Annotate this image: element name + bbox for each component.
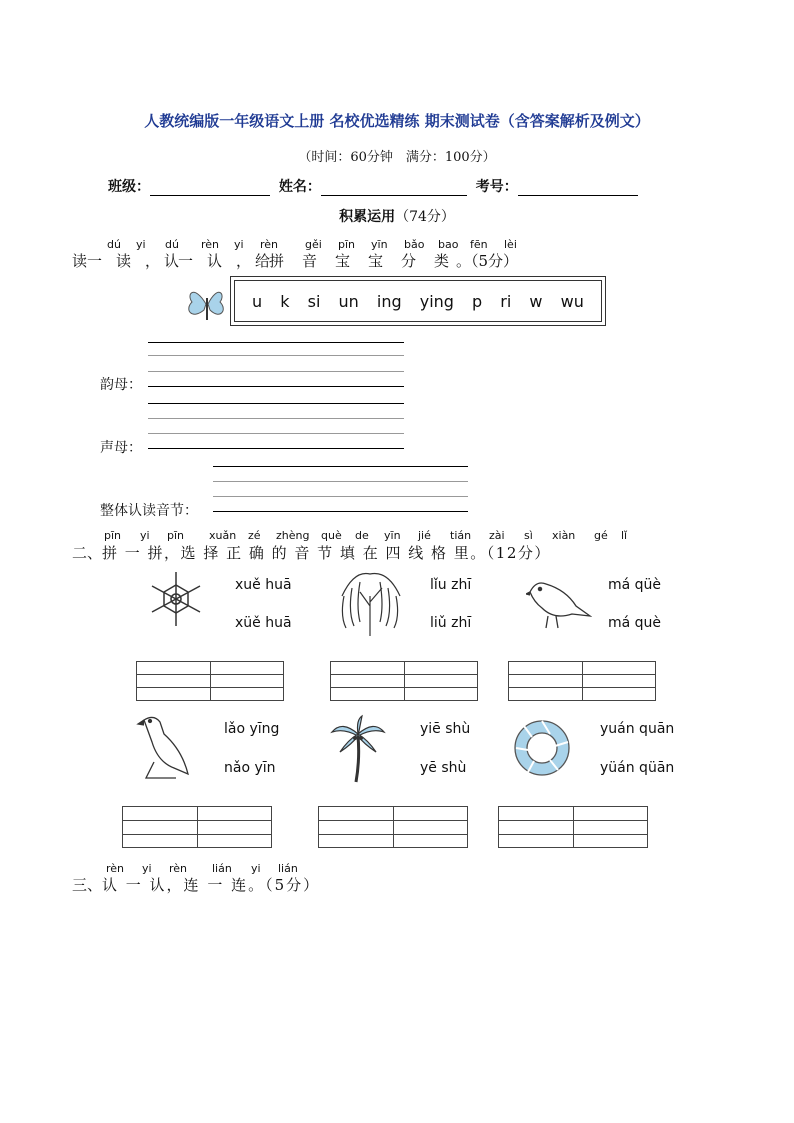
section-title: 积累运用 [339, 209, 396, 225]
pinyin: bǎo [404, 238, 425, 251]
pinyin: rèn [201, 238, 220, 251]
snowflake-icon [146, 570, 206, 628]
option-a[interactable]: xuě huā [235, 577, 292, 593]
pinyin: pīn [104, 529, 122, 542]
letter: un [338, 291, 359, 311]
sparrow-icon [526, 572, 592, 632]
option-b[interactable]: liǔ zhī [430, 615, 472, 631]
q-number: 二、 [72, 544, 103, 562]
butterfly-icon [184, 280, 228, 328]
pinyin-letter-box [230, 276, 606, 326]
char: 宝 [335, 252, 351, 270]
pinyin: gé [594, 529, 608, 542]
letter: wu [560, 291, 584, 311]
pinyin: yi [142, 862, 152, 875]
pinyin: yīn [384, 529, 401, 542]
pinyin: fēn [470, 238, 488, 251]
pinyin: zé [248, 529, 261, 542]
q-number: 三、 [72, 876, 103, 894]
char: 宝 [368, 252, 384, 270]
pinyin: lǐ [621, 529, 628, 542]
pinyin: yi [136, 238, 146, 251]
option-b[interactable]: nǎo yīn [224, 760, 276, 776]
char: 读 [116, 252, 132, 270]
option-b[interactable]: yüán qüān [600, 760, 675, 776]
option-a[interactable]: yiē shù [420, 721, 471, 737]
char: 分 [401, 252, 417, 270]
pinyin: yi [140, 529, 150, 542]
letter: ying [419, 291, 454, 311]
class-field[interactable] [150, 179, 270, 196]
q-number: 读 [72, 252, 88, 270]
option-a[interactable]: lǐu zhī [430, 577, 472, 593]
class-label: 班级： [108, 179, 150, 195]
char: 一 [87, 252, 103, 270]
pinyin: pīn [167, 529, 185, 542]
q3-text: 认 一 认，连 一 连。（5分） [102, 876, 321, 894]
pinyin: bao [438, 238, 459, 251]
char: 认 [164, 252, 180, 270]
option-b[interactable]: má què [608, 615, 662, 631]
page-title: 人教统编版一年级语文上册 名校优选精练 期末测试卷（含答案解析及例文） [144, 112, 650, 130]
pinyin: gěi [305, 238, 322, 251]
pinyin: rèn [260, 238, 279, 251]
char: 类 [434, 252, 450, 270]
pinyin: xiàn [552, 529, 576, 542]
four-line-grid[interactable] [318, 806, 468, 848]
pinyin: lián [278, 862, 298, 875]
pinyin: què [321, 529, 342, 542]
eagle-icon [136, 712, 192, 782]
option-b[interactable]: yē shù [420, 760, 467, 776]
pinyin: yīn [371, 238, 388, 251]
name-label: 姓名： [278, 179, 321, 195]
option-a[interactable]: lǎo yīng [224, 721, 280, 737]
yunmu-label: 韵母： [100, 377, 142, 393]
section-points: （74分） [395, 209, 455, 225]
shengmu-label: 声母： [100, 440, 142, 456]
willow-tree-icon [330, 566, 410, 638]
ring-icon [510, 716, 574, 780]
pinyin: yi [251, 862, 261, 875]
letter: ing [376, 291, 402, 311]
q3-prompt [72, 874, 320, 895]
four-line-grid[interactable] [136, 661, 284, 701]
char: ， [236, 252, 252, 270]
option-a[interactable]: má qüè [608, 577, 662, 593]
four-line-grid[interactable] [122, 806, 272, 848]
pinyin: dú [107, 238, 121, 251]
student-info-row [108, 176, 638, 196]
char: 一 [178, 252, 194, 270]
number-label: 考号： [475, 179, 518, 195]
four-line-grid[interactable] [330, 661, 478, 701]
char: 音 [302, 252, 318, 270]
pinyin: de [355, 529, 369, 542]
name-field[interactable] [321, 179, 467, 196]
q1-prompt [72, 250, 518, 271]
pinyin: zài [489, 529, 505, 542]
pinyin: rèn [106, 862, 125, 875]
coconut-tree-icon [330, 714, 386, 784]
char: 拼 [269, 252, 285, 270]
pinyin: zhèng [276, 529, 310, 542]
pinyin: lián [212, 862, 232, 875]
pinyin: yi [234, 238, 244, 251]
letter: p [472, 291, 483, 311]
pinyin: lèi [504, 238, 517, 251]
zhengti-label: 整体认读音节： [100, 503, 198, 519]
letter: k [280, 291, 290, 311]
letter: u [252, 291, 263, 311]
four-line-grid[interactable] [498, 806, 648, 848]
pinyin: rèn [169, 862, 188, 875]
char: 认 [207, 252, 223, 270]
option-a[interactable]: yuán quān [600, 721, 675, 737]
pinyin: tián [450, 529, 472, 542]
pinyin: jié [418, 529, 431, 542]
pinyin: pīn [338, 238, 356, 251]
letter: w [529, 291, 543, 311]
option-b[interactable]: xüě huā [235, 615, 292, 631]
char: 给 [255, 252, 271, 270]
exam-duration: （时间：60分钟 满分：100分） [298, 150, 496, 165]
section-heading [0, 206, 794, 226]
q2-text: 拼 一 拼，选 择 正 确 的 音 节 填 在 四 线 格 里。（12分） [102, 544, 551, 562]
letter: ri [500, 291, 512, 311]
number-field[interactable] [518, 179, 638, 196]
points: 。（5分） [456, 252, 519, 270]
q2-prompt [72, 542, 551, 563]
pinyin: sì [524, 529, 533, 542]
pinyin: dú [165, 238, 179, 251]
letter: si [307, 291, 321, 311]
pinyin: xuǎn [209, 529, 237, 542]
four-line-grid[interactable] [508, 661, 656, 701]
char: ， [145, 252, 161, 270]
